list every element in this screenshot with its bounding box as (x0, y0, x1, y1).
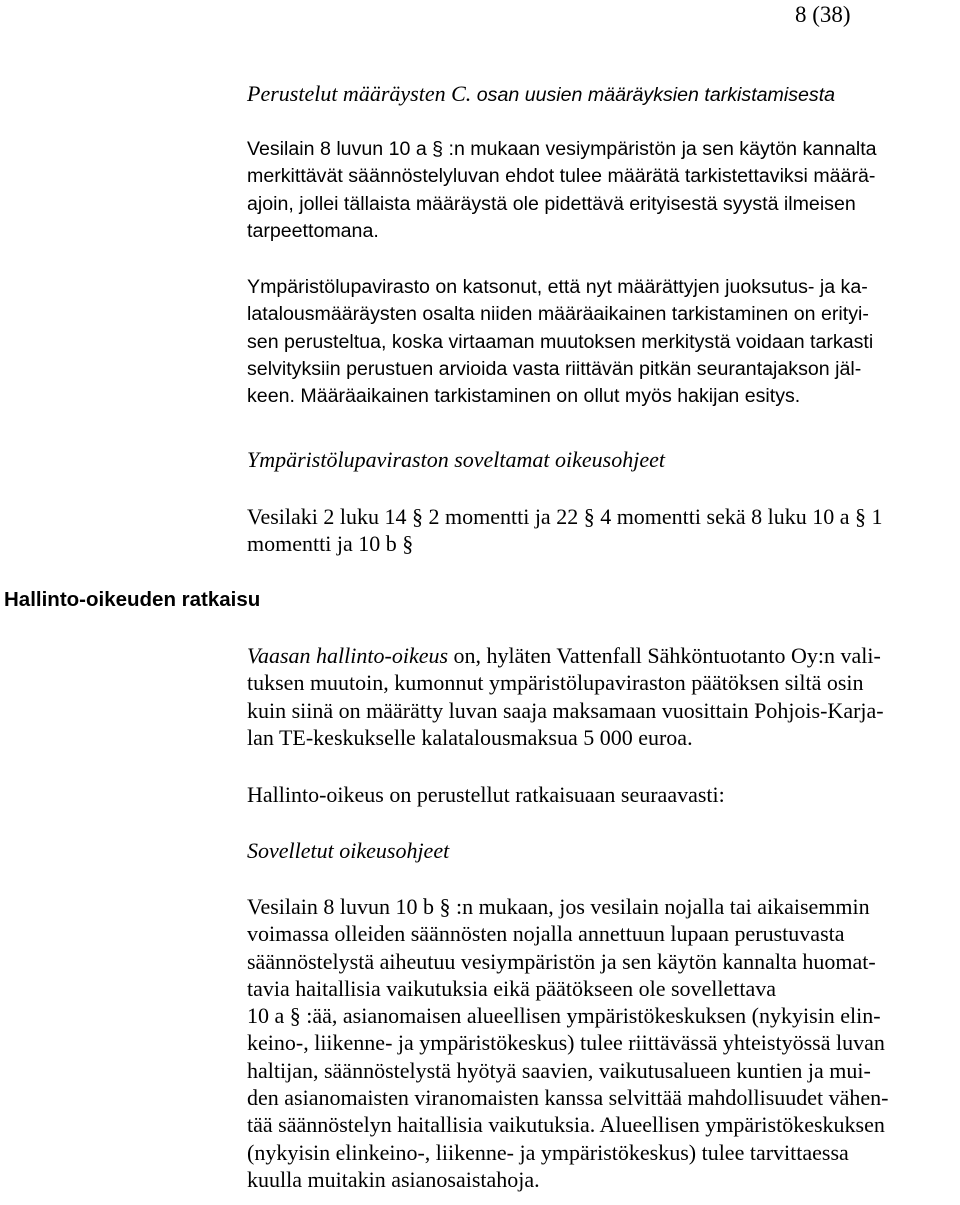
paragraph-1-line: tarpeettomana. (247, 219, 379, 242)
paragraph-4 (247, 642, 959, 751)
paragraph-2-line: selvityksiin perustuen arvioida vasta riittävän pitkän seurantajakson jäl- (247, 357, 862, 380)
paragraph-6-line: 10 a § :ää, asianomaisen alueellisen ympäristökeskuksen (nykyisin elin- (247, 1003, 881, 1029)
paragraph-6-line: keino-, liikenne- ja ympäristökeskus) tulee riittävässä yhteistyössä luvan (247, 1030, 885, 1056)
paragraph-4-line: tuksen muutoin, kumonnut ympäristölupaviraston päätöksen siltä osin (247, 670, 864, 696)
paragraph-4-line: kuin siinä on määrätty luvan saaja maksamaan vuosittain Pohjois-Karja- (247, 697, 884, 723)
paragraph-2-line: keen. Määräaikainen tarkistaminen on ollut myös hakijan esitys. (247, 385, 801, 408)
paragraph-6-line: säännöstelystä aiheutuu vesiympäristön ja sen käytön kannalta huomat- (247, 948, 876, 974)
page-number: 8 (38) (795, 2, 851, 27)
paragraph-1-line: ajoin, jollei tällaista määräystä ole pidettävä erityisestä syystä ilmeisen (247, 192, 856, 215)
paragraph-3-line: Vesilaki 2 luku 14 § 2 momentti ja 22 § 4 momentti sekä 8 luku 10 a § 1 (247, 504, 883, 529)
court-name: Vaasan hallinto-oikeus (247, 643, 449, 668)
sidebar-heading: Hallinto-oikeuden ratkaisu (4, 588, 261, 611)
paragraph-4-line1-rest: on, hyläten Vattenfall Sähköntuotanto Oy:n vali- (448, 643, 881, 668)
paragraph-6-line: kuulla muitakin asianosaistahoja. (247, 1166, 540, 1192)
paragraph-6-line: voimassa olleiden säännösten nojalla annettuun lupaan perustuvasta (247, 921, 845, 947)
paragraph-6-line: (nykyisin elinkeino-, liikenne- ja ympäristökeskus) tulee tarvittaessa (247, 1139, 849, 1165)
section-heading-3: Sovelletut oikeusohjeet (247, 838, 450, 863)
paragraph-4-line: lan TE-keskukselle kalatalousmaksua 5 000 euroa. (247, 724, 693, 750)
section-heading-1-part2: osan uusien määräyksien tarkistamisesta (476, 84, 836, 106)
paragraph-2-line: sen perusteltua, koska virtaaman muutoksen merkitystä voidaan tarkasti (247, 330, 874, 353)
paragraph-3 (247, 503, 959, 558)
paragraph-6-line: Vesilain 8 luvun 10 b § :n mukaan, jos vesilain nojalla tai aikaisemmin (247, 894, 870, 919)
section-heading-1 (247, 80, 959, 107)
paragraph-6-line: tavia haitallisia vaikutuksia eikä päätökseen ole sovellettava (247, 975, 777, 1001)
paragraph-6-line: tää säännöstelyn haitallisia vaikutuksia. Alueellisen ympäristökeskuksen (247, 1112, 885, 1138)
section-heading-1-part1: Perustelut määräysten C. (247, 81, 472, 106)
paragraph-2-line: Ympäristölupavirasto on katsonut, että nyt määrättyjen juoksutus- ja ka- (247, 276, 868, 298)
paragraph-3-line: momentti ja 10 b § (247, 531, 414, 557)
paragraph-1-line: merkittävät säännöstelyluvan ehdot tulee määrätä tarkistettaviksi määrä- (247, 165, 876, 188)
paragraph-2-line: latalousmääräysten osalta niiden määräaikainen tarkistaminen on erityi- (247, 303, 869, 326)
paragraph-6 (247, 893, 959, 1193)
paragraph-1 (247, 136, 959, 245)
section-heading-2: Ympäristölupaviraston soveltamat oikeusohjeet (247, 447, 665, 472)
paragraph-6-line: den asianomaisten viranomaisten kanssa selvittää mahdollisuudet vähen- (247, 1085, 889, 1111)
paragraph-5: Hallinto-oikeus on perustellut ratkaisuaan seuraavasti: (247, 782, 725, 807)
paragraph-1-line: Vesilain 8 luvun 10 a § :n mukaan vesiympäristön ja sen käytön kannalta (247, 138, 877, 160)
paragraph-6-line: haltijan, säännöstelystä hyötyä saavien, vaikutusalueen kuntien ja mui- (247, 1057, 871, 1083)
paragraph-2 (247, 274, 959, 410)
